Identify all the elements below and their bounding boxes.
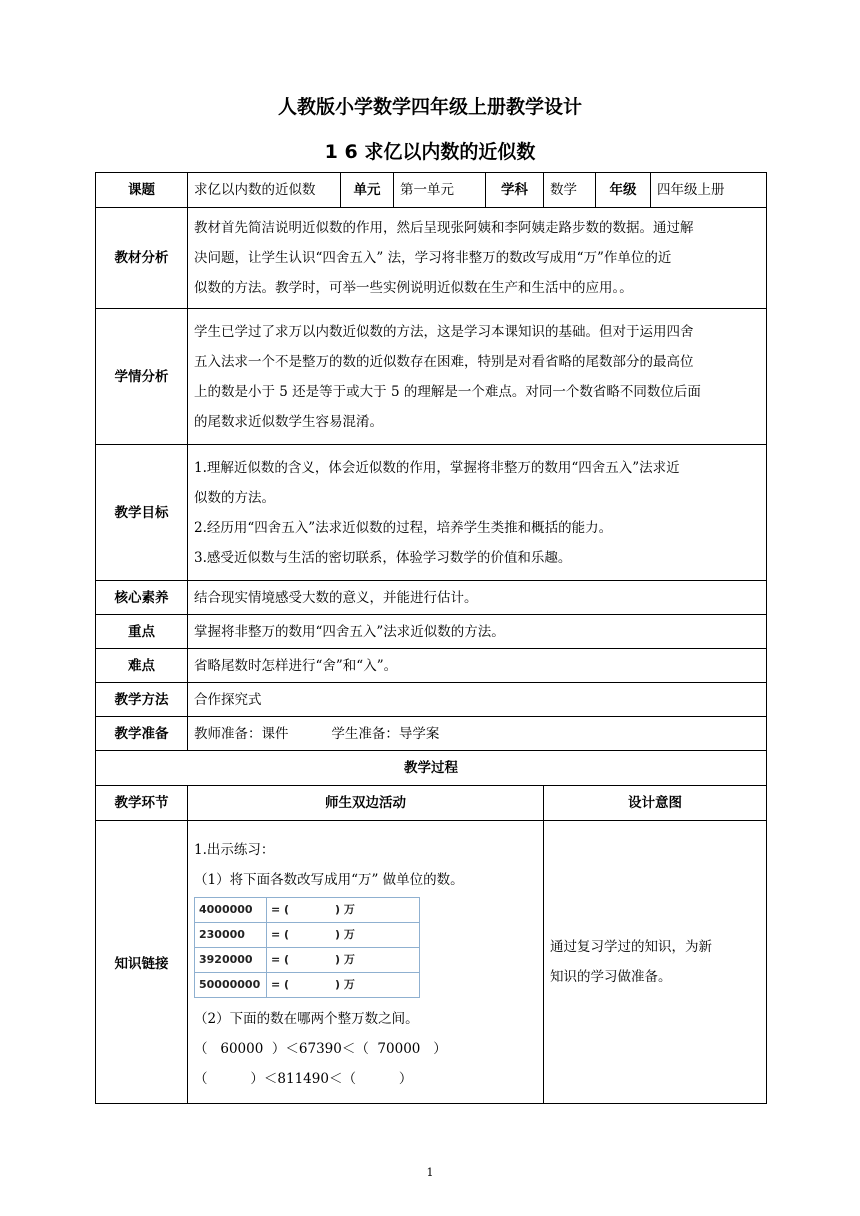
question-1: （1）将下面各数改写成用“万” 做单位的数。 (194, 871, 464, 888)
subject-value: 数学 (544, 173, 596, 208)
core-row (96, 581, 767, 615)
activity-content (188, 821, 544, 1104)
exercise-answer: = ( ) 万 (267, 897, 420, 922)
page-number: 1 (426, 1166, 434, 1179)
grade-value: 四年级上册 (651, 173, 767, 208)
core-value: 结合现实情境感受大数的意义，并能进行估计。 (188, 581, 767, 615)
range-line-2: （ ）＜811490＜（ ） (194, 1070, 413, 1087)
core-label: 核心素养 (96, 581, 188, 615)
students-row (96, 309, 767, 445)
method-row (96, 683, 767, 717)
intent-line: 知识的学习做准备。 (550, 969, 672, 985)
range-line-1: （ 60000 ）＜67390＜（ 70000 ） (194, 1040, 447, 1057)
topic-value: 求亿以内数的近似数 (188, 173, 341, 208)
students-line: 学生已学过了求万以内数近似数的方法，这是学习本课知识的基础。但对于运用四舍 (194, 323, 694, 340)
method-value: 合作探究式 (188, 683, 767, 717)
goal-line: 1.理解近似数的含义，体会近似数的作用，掌握将非整万的数用“四舍五入”法求近 (194, 459, 680, 476)
goals-row (96, 445, 767, 581)
subject-label: 学科 (486, 173, 544, 208)
material-line: 教材首先简洁说明近似数的作用，然后呈现张阿姨和李阿姨走路步数的数据。通过解 (194, 220, 694, 236)
column-stage: 教学环节 (96, 786, 188, 821)
process-columns-row (96, 786, 767, 821)
exercise-answer: = ( ) 万 (267, 972, 420, 997)
method-label: 教学方法 (96, 683, 188, 717)
exercise-table (194, 897, 420, 998)
students-line: 的尾数求近似数学生容易混淆。 (194, 413, 383, 430)
prep-label: 教学准备 (96, 717, 188, 751)
material-content (188, 208, 767, 309)
difficulty-row (96, 649, 767, 683)
goals-content (188, 445, 767, 581)
material-row (96, 208, 767, 309)
topic-label: 课题 (96, 173, 188, 208)
students-line: 五入法求一个不是整万的数的近似数存在困难，特别是对看省略的尾数部分的最高位 (194, 353, 694, 370)
exercise-intro: 1.出示练习： (194, 841, 275, 858)
students-label: 学情分析 (96, 309, 188, 445)
unit-value: 第一单元 (394, 173, 486, 208)
grade-label: 年级 (596, 173, 651, 208)
lesson-title: 1 6 求亿以内数的近似数 (324, 141, 536, 163)
prep-row (96, 717, 767, 751)
material-label: 教材分析 (96, 208, 188, 309)
process-heading: 教学过程 (96, 751, 767, 786)
goal-line: 3.感受近似数与生活的密切联系，体验学习数学的价值和乐趣。 (194, 549, 572, 566)
material-line: 似数的方法。教学时，可举一些实例说明近似数在生产和生活中的应用。。 (194, 280, 633, 296)
exercise-number: 50000000 (195, 972, 267, 997)
unit-label: 单元 (341, 173, 394, 208)
knowledge-link-label: 知识链接 (96, 821, 188, 1104)
goal-line: 似数的方法。 (194, 489, 275, 506)
students-line: 上的数是小于 5 还是等于或大于 5 的理解是一个难点。对同一个数省略不同数位后面 (194, 383, 701, 400)
key-value: 掌握将非整万的数用“四舍五入”法求近似数的方法。 (188, 615, 767, 649)
process-heading-row (96, 751, 767, 786)
exercise-row (195, 947, 420, 972)
exercise-row (195, 922, 420, 947)
document-title: 人教版小学数学四年级上册教学设计 (277, 96, 582, 118)
exercise-number: 4000000 (195, 897, 267, 922)
exercise-number: 230000 (195, 922, 267, 947)
lesson-plan-table (95, 172, 767, 1104)
goals-label: 教学目标 (96, 445, 188, 581)
column-activity: 师生双边活动 (188, 786, 544, 821)
exercise-answer: = ( ) 万 (267, 947, 420, 972)
difficulty-value: 省略尾数时怎样进行“舍”和“入”。 (188, 649, 767, 683)
intent-content (544, 821, 767, 1104)
key-row (96, 615, 767, 649)
students-content (188, 309, 767, 445)
exercise-row (195, 972, 420, 997)
column-intent: 设计意图 (544, 786, 767, 821)
material-line: 决问题，让学生认识“四舍五入” 法，学习将非整万的数改写成用“万”作单位的近 (194, 250, 672, 266)
prep-value: 教师准备：课件 学生准备：导学案 (188, 717, 767, 751)
knowledge-link-row (96, 821, 767, 1104)
key-label: 重点 (96, 615, 188, 649)
header-row (96, 173, 767, 208)
difficulty-label: 难点 (96, 649, 188, 683)
exercise-number: 3920000 (195, 947, 267, 972)
question-2: （2）下面的数在哪两个整万数之间。 (194, 1010, 419, 1027)
intent-line: 通过复习学过的知识，为新 (550, 939, 712, 955)
goal-line: 2.经历用“四舍五入”法求近似数的过程，培养学生类推和概括的能力。 (194, 519, 613, 536)
exercise-row (195, 897, 420, 922)
exercise-answer: = ( ) 万 (267, 922, 420, 947)
